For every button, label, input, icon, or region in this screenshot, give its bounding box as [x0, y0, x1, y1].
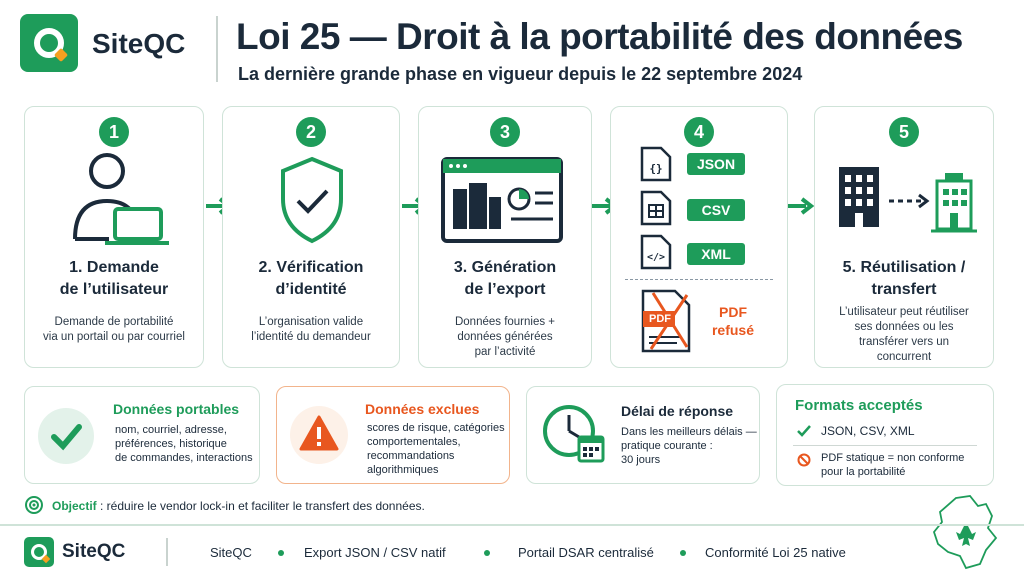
step-number: 5	[889, 117, 919, 147]
step-description: L’organisation valide l’identité du demandeur	[251, 316, 371, 343]
step-heading: 5. Réutilisation / transfert	[842, 259, 966, 298]
shield-check-icon	[223, 153, 399, 249]
footer-item: Conformité Loi 25 native	[705, 545, 846, 560]
footer-logo	[24, 537, 54, 567]
info-title: Données exclues	[365, 401, 480, 417]
pdf-badge-label: PDF	[649, 313, 671, 325]
info-card-portable	[24, 386, 260, 484]
info-title: Délai de réponse	[621, 403, 734, 419]
info-card-delay	[526, 386, 760, 484]
step-description: L’utilisateur peut réutiliser ses données ou les transférer vers un concurrent	[839, 306, 969, 363]
footer-brand: SiteQC	[62, 541, 126, 562]
step-description: Demande de portabilité via un portail ou par courriel	[43, 316, 185, 343]
warning-icon	[289, 405, 349, 465]
file-xml-icon	[639, 233, 673, 271]
step-card-3	[418, 106, 592, 368]
quebec-map-icon	[926, 492, 1002, 572]
info-card-excluded	[276, 386, 510, 484]
file-json-icon	[639, 145, 673, 183]
step-heading: 1. Demande de l’utilisateur	[59, 259, 169, 298]
objective-statement: Objectif : réduire le vendor lock-in et faciliter le transfert des données.	[52, 499, 425, 513]
step-card-1	[24, 106, 204, 368]
footer-item: Portail DSAR centralisé	[518, 545, 654, 560]
info-text: scores de risque, catégories comportementales, recommandations algorithmiques	[367, 422, 505, 476]
svg-text:{}: {}	[649, 162, 663, 175]
page-title: Loi 25 — Droit à la portabilité des données	[236, 16, 963, 57]
dashboard-icon	[419, 153, 591, 249]
footer-divider	[0, 524, 1024, 526]
step-card-5	[814, 106, 994, 368]
info-card-formats	[776, 384, 994, 486]
prohibited-icon	[797, 453, 811, 467]
footer-bullet	[680, 550, 686, 556]
step-heading: 3. Génération de l’export	[453, 259, 557, 298]
arrow-right-icon	[786, 196, 814, 216]
format-badge-csv: CSV	[687, 199, 745, 221]
step-description: Données fournies + données générées par l’activité	[454, 316, 556, 358]
checkmark-icon	[37, 407, 95, 465]
page-subtitle: La dernière grande phase en vigueur depuis le 22 septembre 2024	[238, 64, 803, 84]
footer-separator	[166, 538, 168, 566]
footer-bullet	[484, 550, 490, 556]
check-icon	[797, 425, 811, 437]
dashed-divider	[625, 279, 773, 280]
step-number: 4	[684, 117, 714, 147]
svg-text:</>: </>	[646, 252, 666, 263]
step-heading: 2. Vérification d’identité	[258, 259, 364, 298]
info-text: Dans les meilleurs délais — pratique courante : 30 jours	[621, 426, 757, 466]
clock-calendar-icon	[541, 403, 607, 467]
building-transfer-icon	[815, 153, 993, 249]
info-title: Données portables	[113, 401, 240, 417]
format-badge-json: JSON	[687, 153, 745, 175]
header-divider	[216, 16, 218, 82]
step-card-2	[222, 106, 400, 368]
brand-name: SiteQC	[92, 28, 186, 59]
info-title: Formats acceptés	[795, 397, 923, 414]
step-number: 2	[296, 117, 326, 147]
formats-divider	[793, 445, 977, 446]
footer-item: Export JSON / CSV natif	[304, 545, 446, 560]
user-laptop-icon	[25, 153, 203, 249]
footer-bullet	[278, 550, 284, 556]
target-icon	[24, 495, 44, 515]
footer-item: SiteQC	[210, 545, 252, 560]
step-card-4	[610, 106, 788, 368]
file-csv-icon	[639, 189, 673, 227]
pdf-refused-label: PDF refusé	[711, 304, 755, 338]
step-number: 3	[490, 117, 520, 147]
refused-formats: PDF statique = non conforme pour la portabilité	[821, 452, 965, 478]
accepted-formats: JSON, CSV, XML	[821, 424, 915, 438]
siteqc-logo	[20, 14, 78, 72]
format-badge-xml: XML	[687, 243, 745, 265]
step-number: 1	[99, 117, 129, 147]
info-text: nom, courriel, adresse, préférences, historique de commandes, interactions	[115, 424, 253, 464]
